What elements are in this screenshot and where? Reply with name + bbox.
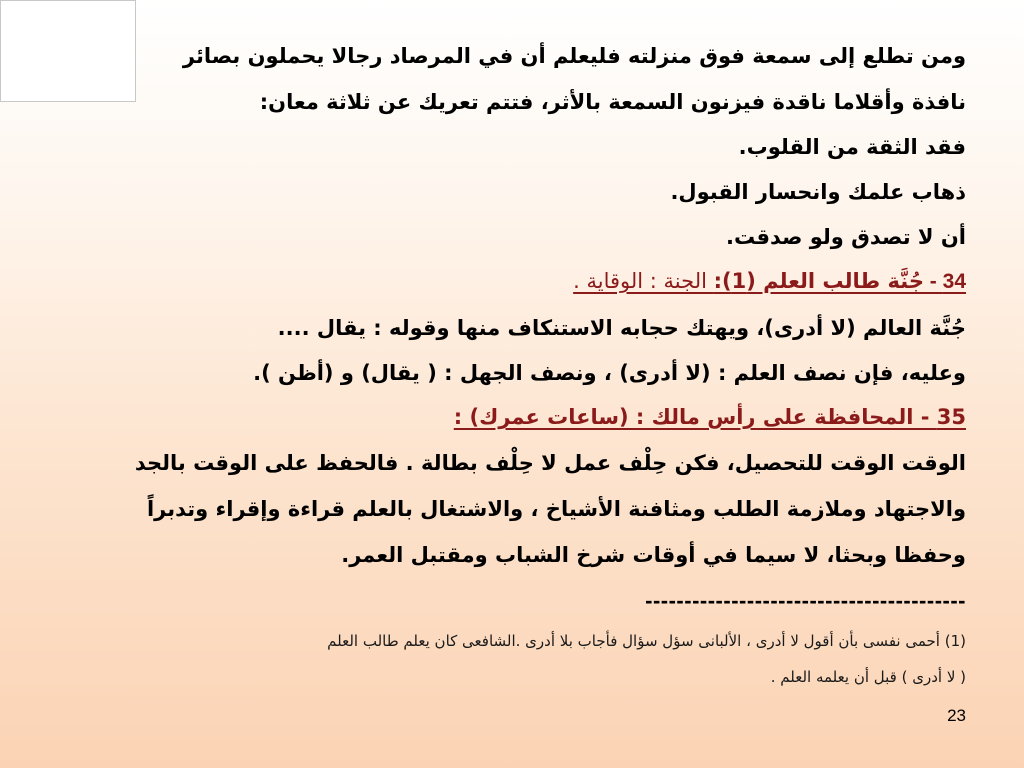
paragraph-line-1: ومن تطلع إلى سمعة فوق منزلته فليعلم أن في المرصاد رجالا يحملون بصائر [182, 44, 966, 68]
heading-34-subtitle: الجنة : الوقاية . [573, 269, 714, 293]
paragraph-line-4: ذهاب علمك وانحسار القبول. [670, 180, 966, 204]
paragraph-line-3: فقد الثقة من القلوب. [738, 135, 966, 159]
paragraph-line-7: وعليه، فإن نصف العلم : (لا أدرى) ، ونصف الجهل : ( يقال) و (أظن ). [253, 361, 966, 385]
paragraph-line-5: أن لا تصدق ولو صدقت. [726, 225, 966, 249]
page-number: 23 [947, 706, 966, 725]
footnote-separator: ----------------------------------------- [645, 588, 966, 613]
paragraph-line-8: الوقت الوقت للتحصيل، فكن حِلْف عمل لا حِلْف بطالة . فالحفظ على الوقت بالجد [134, 451, 966, 475]
paragraph-line-9: والاجتهاد وملازمة الطلب ومثافنة الأشياخ ، والاشتغال بالعلم قراءة وإقراء وتدبراً [146, 497, 966, 521]
heading-34-title: جُنَّة طالب العلم (1): [713, 269, 924, 293]
footnote-line-2: ( لا أدرى ) قبل أن يعلمه العلم . [770, 668, 966, 686]
thumbnail-image [0, 0, 136, 102]
paragraph-line-2: نافذة وأقلاما ناقدة فيزنون السمعة بالأثر، فتتم تعريك عن ثلاثة معان: [259, 90, 966, 114]
heading-35: 35 - المحافظة على رأس مالك : (ساعات عمرك) : [453, 405, 966, 429]
heading-34 [573, 267, 966, 296]
paragraph-line-6: جُنَّة العالم (لا أدرى)، ويهتك حجابه الاستنكاف منها وقوله : يقال .... [277, 316, 966, 340]
heading-34-number: 34 - [923, 270, 966, 293]
paragraph-line-10: وحفظا وبحثا، لا سيما في أوقات شرخ الشباب ومقتبل العمر. [341, 543, 966, 567]
footnote-line-1: (1) أحمى نفسى بأن أقول لا أدرى ، الألبانى سؤل سؤال فأجاب بلا أدرى .الشافعى كان يعلم طالب العلم [327, 632, 966, 650]
